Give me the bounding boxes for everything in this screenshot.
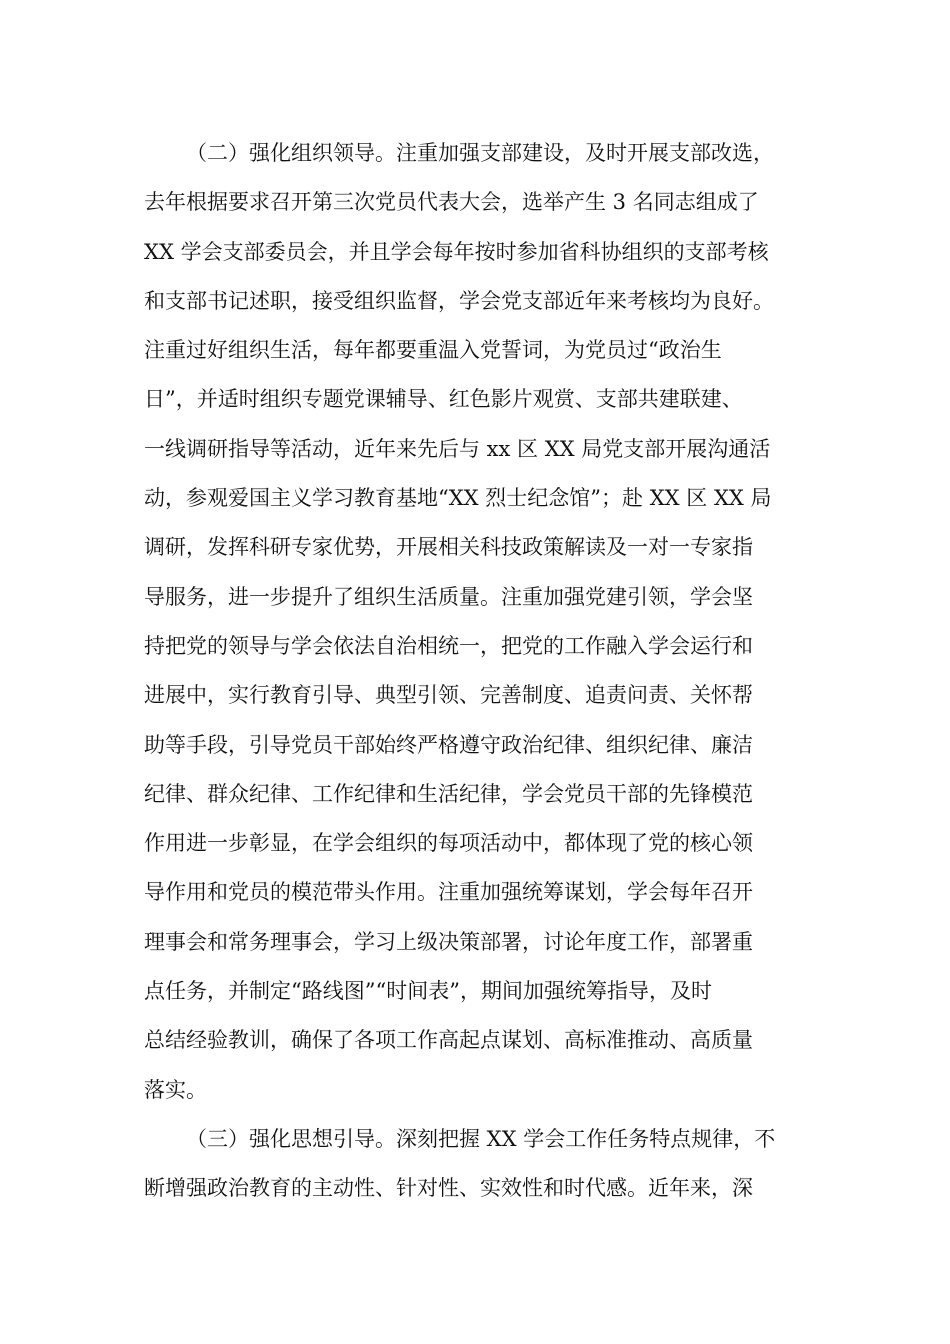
text-line: 落实。 bbox=[144, 1077, 207, 1102]
text-line: （三）强化思想引导。深刻把握 XX 学会工作任务特点规律，不 bbox=[186, 1126, 776, 1151]
text-line: 日”，并适时组织专题党课辅导、红色影片观赏、支部共建联建、 bbox=[144, 387, 743, 412]
document-body bbox=[144, 129, 844, 1214]
paragraph-ideological-guidance bbox=[144, 1115, 844, 1214]
text-line: 纪律、群众纪律、工作纪律和生活纪律，学会党员干部的先锋模范 bbox=[144, 781, 753, 806]
text-line: 总结经验教训，确保了各项工作高起点谋划、高标准推动、高质量 bbox=[144, 1028, 753, 1053]
text-line: 导服务，进一步提升了组织生活质量。注重加强党建引领，学会坚 bbox=[144, 584, 753, 609]
text-line: 和支部书记述职，接受组织监督，学会党支部近年来考核均为良好。 bbox=[144, 288, 774, 313]
text-line: 一线调研指导等活动，近年来先后与 xx 区 XX 局党支部开展沟通活 bbox=[144, 436, 771, 461]
text-line: 点任务，并制定“路线图”“时间表”，期间加强统筹指导，及时 bbox=[144, 979, 712, 1004]
text-line: 持把党的领导与学会依法自治相统一，把党的工作融入学会运行和 bbox=[144, 633, 753, 658]
text-line: 动，参观爱国主义学习教育基地“XX 烈士纪念馆”；赴 XX 区 XX 局 bbox=[144, 486, 772, 511]
text-line: 调研，发挥科研专家优势，开展相关科技政策解读及一对一专家指 bbox=[144, 535, 753, 560]
text-line: 理事会和常务理事会，学习上级决策部署，讨论年度工作，部署重 bbox=[144, 929, 753, 954]
paragraph-organization-leadership bbox=[144, 129, 844, 1115]
text-line: （二）强化组织领导。注重加强支部建设，及时开展支部改选， bbox=[186, 141, 774, 165]
text-line: 助等手段，引导党员干部始终严格遵守政治纪律、组织纪律、廉洁 bbox=[144, 732, 753, 757]
text-line: 去年根据要求召开第三次党员代表大会，选举产生 3 名同志组成了 bbox=[144, 190, 759, 215]
text-line: 进展中，实行教育引导、典型引领、完善制度、追责问责、关怀帮 bbox=[144, 683, 753, 708]
text-line: 作用进一步彰显，在学会组织的每项活动中，都体现了党的核心领 bbox=[144, 831, 753, 856]
text-line: 注重过好组织生活，每年都要重温入党誓词，为党员过“政治生 bbox=[144, 338, 722, 363]
text-line: XX 学会支部委员会，并且学会每年按时参加省科协组织的支部考核 bbox=[144, 239, 769, 264]
text-line: 断增强政治教育的主动性、针对性、实效性和时代感。近年来，深 bbox=[144, 1176, 753, 1201]
text-line: 导作用和党员的模范带头作用。注重加强统筹谋划，学会每年召开 bbox=[144, 880, 753, 905]
